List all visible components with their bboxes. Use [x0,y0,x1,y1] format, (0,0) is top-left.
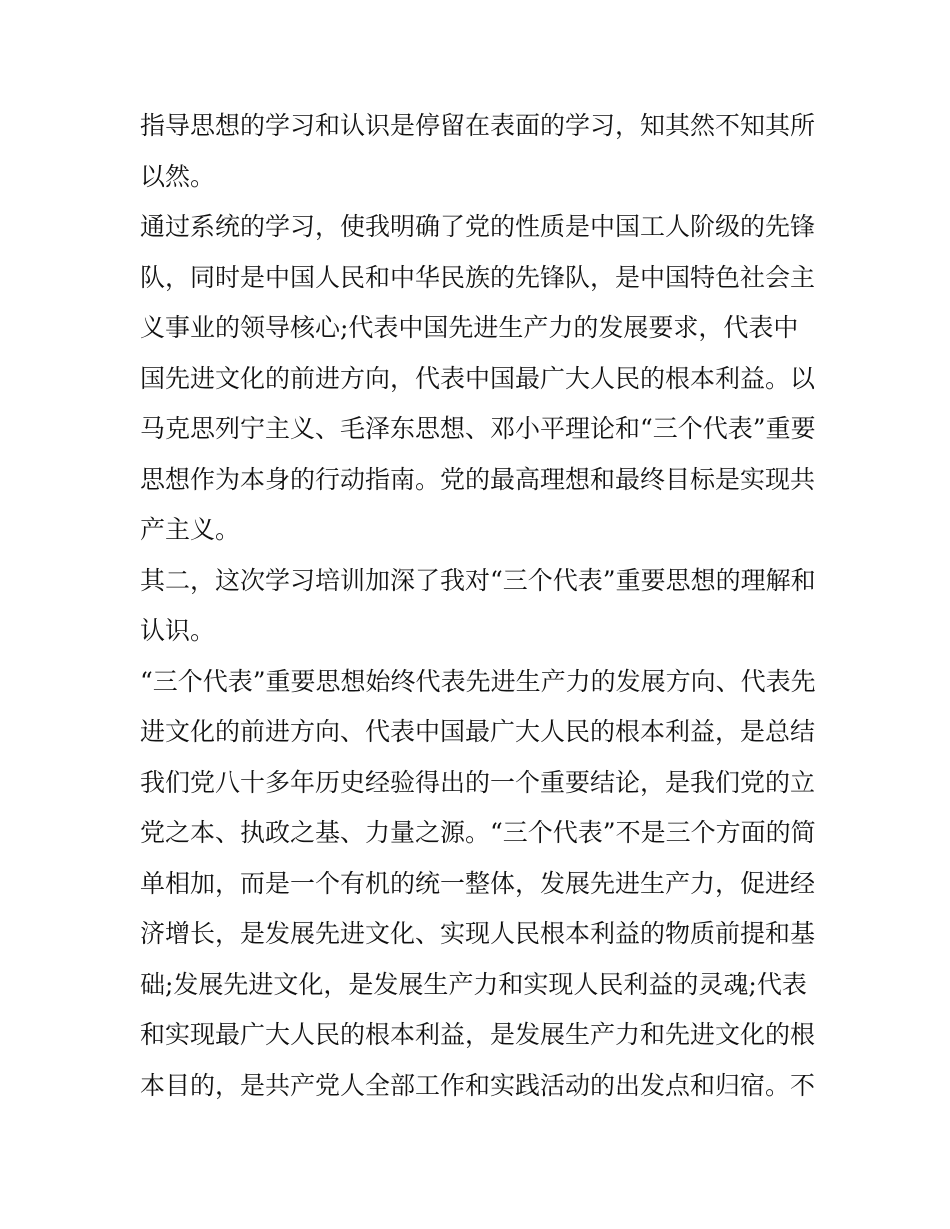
text-line: 济增长，是发展先进文化、实现人民根本利益的物质前提和基 [140,919,816,948]
body-text [140,101,820,1111]
text-line: 认识。 [140,616,216,645]
text-line: 产主义。 [140,515,241,544]
text-line: 指导思想的学习和认识是停留在表面的学习，知其然不知其所 [140,111,816,140]
text-line: 义事业的领导核心;代表中国先进生产力的发展要求，代表中 [140,313,799,342]
text-line: 国先进文化的前进方向，代表中国最广大人民的根本利益。以 [140,363,816,393]
text-line: 其二，这次学习培训加深了我对“三个代表”重要思想的理解和 [140,565,816,595]
text-line: 单相加，而是一个有机的统一整体，发展先进生产力，促进经 [140,868,816,898]
text-line: 以然。 [140,161,216,191]
text-line: 进文化的前进方向、代表中国最广大人民的根本利益，是总结 [140,717,816,746]
text-line: 队，同时是中国人民和中华民族的先锋队，是中国特色社会主 [140,262,816,292]
text-line: 马克思列宁主义、毛泽东思想、邓小平理论和“三个代表”重要 [140,414,816,443]
text-line: 本目的，是共产党人全部工作和实践活动的出发点和归宿。不 [140,1070,816,1100]
text-line: 我们党八十多年历史经验得出的一个重要结论，是我们党的立 [140,767,816,797]
text-line: 思想作为本身的行动指南。党的最高理想和最终目标是实现共 [140,464,816,494]
text-line: 和实现最广大人民的根本利益，是发展生产力和先进文化的根 [140,1020,816,1049]
text-line: “三个代表”重要思想始终代表先进生产力的发展方向、代表先 [140,666,816,696]
text-line: 党之本、执政之基、力量之源。“三个代表”不是三个方面的简 [140,818,816,847]
text-line: 础;发展先进文化，是发展生产力和实现人民利益的灵魂;代表 [140,969,807,999]
text-line: 通过系统的学习，使我明确了党的性质是中国工人阶级的先锋 [140,212,816,241]
